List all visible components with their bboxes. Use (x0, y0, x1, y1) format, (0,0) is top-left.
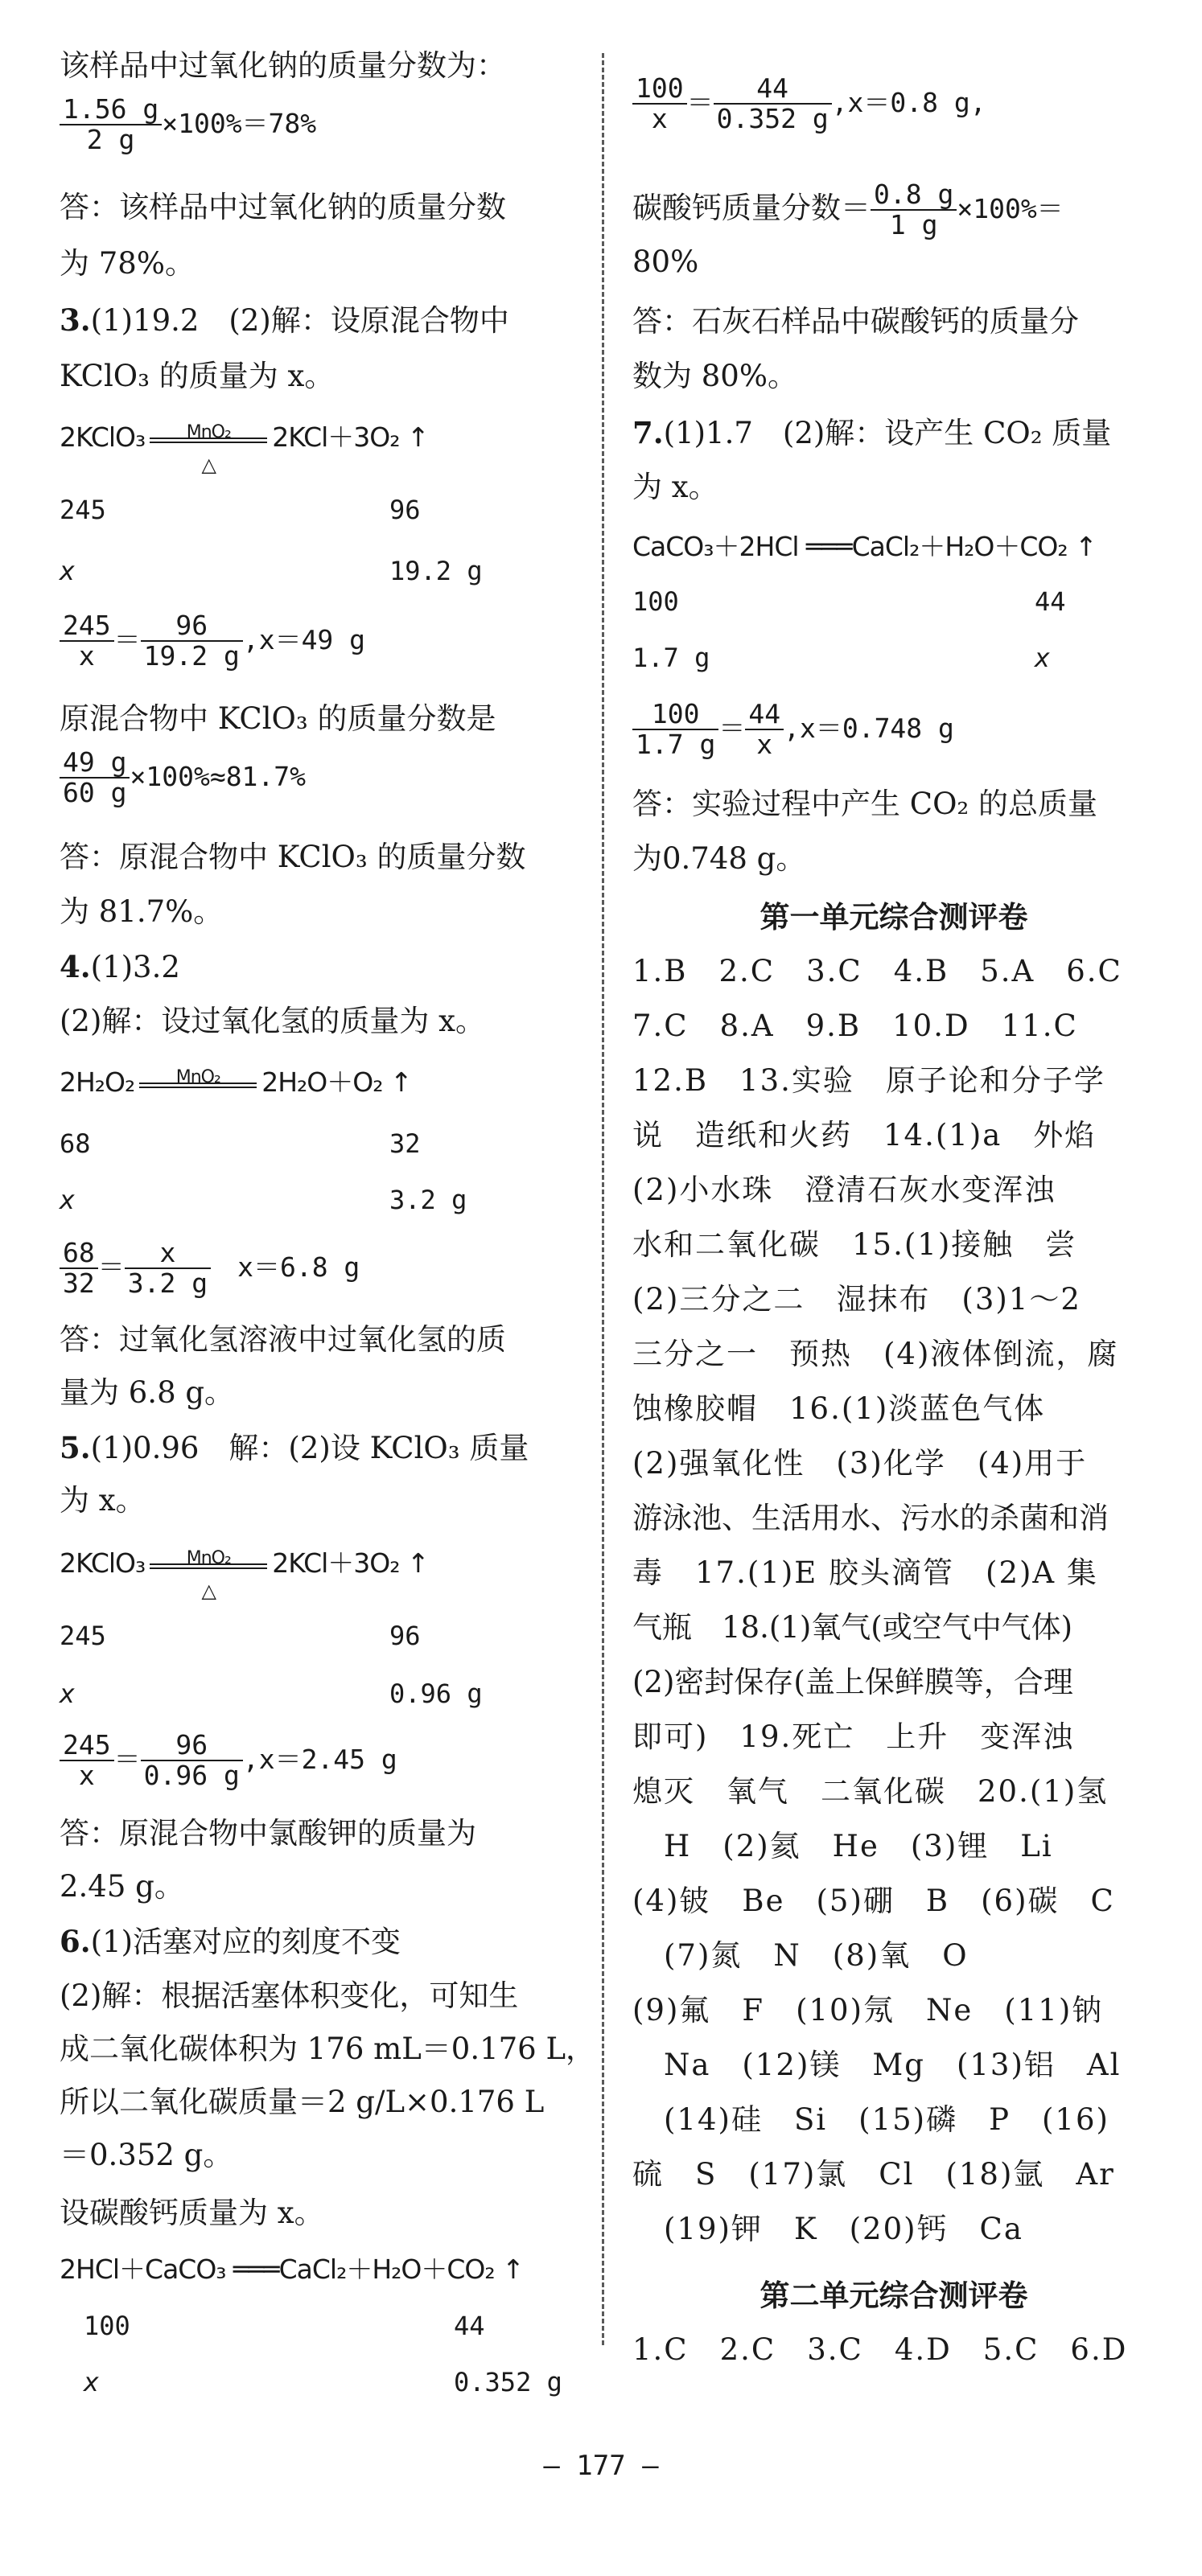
answer-line: (2)强氧化性 (3)化学 (4)用于 (632, 1446, 1088, 1481)
column-divider (602, 53, 604, 2345)
section-heading: 第二单元综合测评卷 (759, 2278, 1028, 2313)
answer-line: 蚀橡胶帽 16.(1)淡蓝色气体 (632, 1391, 1046, 1426)
fraction: $\frac{68}{32}$ (60, 1239, 98, 1299)
fraction: $\frac{100}{1.7 g}$ (632, 700, 718, 760)
text-line: 2.45 g。 (60, 1869, 184, 1904)
fraction: $\frac{1.56 g}{2 g}$ (60, 95, 162, 155)
text-line: 设碳酸钙质量为 x。 (60, 2196, 324, 2230)
reaction-arrow: MnO₂ △ (148, 1549, 269, 1581)
question-4: 4.(1)3.2 (60, 949, 180, 984)
mass-ratio-cell: 245 (60, 495, 106, 525)
formula-line: $\frac{1.56 g}{2 g}$ ×100%＝78% (60, 95, 316, 155)
answer-line: (2)密封保存(盖上保鲜膜等，合理 (632, 1665, 1073, 1699)
section-heading: 第一单元综合测评卷 (759, 899, 1028, 935)
answer-line: 熄灭 氧气 二氧化碳 20.(1)氢 (632, 1774, 1109, 1809)
text-line: (2)解：设过氧化氢的质量为 x。 (60, 1004, 486, 1038)
mass-ratio-cell: x (1035, 643, 1051, 673)
text-line: 原混合物中 KClO₃ 的质量分数是 (60, 701, 496, 736)
answer-line: 水和二氧化碳 15.(1)接触 尝 (632, 1227, 1077, 1262)
answer-line: 1.B 2.C 3.C 4.B 5.A 6.C (632, 954, 1122, 988)
page-number: — 177 — (543, 2450, 659, 2482)
text-line: 量为 6.8 g。 (60, 1375, 235, 1410)
mass-ratio-cell: x (84, 2367, 100, 2397)
answer-line: (4)铍 Be (5)硼 B (6)碳 C (632, 1884, 1115, 1918)
text-line: 答：实验过程中产生 CO₂ 的总质量 (632, 787, 1097, 821)
question-7: 7.(1)1.7 (2)解：设产生 CO₂ 质量 (632, 415, 1112, 450)
mass-ratio-cell: 0.96 g (389, 1678, 483, 1709)
answer-line: (19)钾 K (20)钙 Ca (632, 2212, 1023, 2246)
text-line: (2)解：根据活塞体积变化，可知生 (60, 1978, 519, 2013)
text-line: 为0.748 g。 (632, 841, 806, 876)
formula-line: $\frac{245}{x}$ ＝ $\frac{96}{0.96 g}$ ,x＝2.45 g (60, 1731, 397, 1791)
answer-line: Na (12)镁 Mg (13)铝 Al (632, 2048, 1122, 2082)
mass-ratio-cell: 100 (632, 586, 679, 617)
text-line: 为 78%。 (60, 246, 195, 281)
fraction: $\frac{x}{3.2 g}$ (125, 1239, 211, 1299)
fraction: $\frac{96}{19.2 g}$ (141, 611, 243, 672)
text-line: 该样品中过氧化钠的质量分数为： (60, 48, 506, 83)
fraction: $\frac{44}{0.352 g}$ (714, 74, 832, 134)
text-line: 为 81.7%。 (60, 894, 224, 929)
fraction: $\frac{245}{x}$ (60, 1731, 114, 1791)
fraction: $\frac{0.8 g}{1 g}$ (871, 180, 957, 240)
text-line: ＝0.352 g。 (60, 2138, 233, 2172)
text-line: 数为 80%。 (632, 359, 797, 393)
fraction: $\frac{100}{x}$ (632, 74, 687, 134)
formula-line: $\frac{68}{32}$ ＝ $\frac{x}{3.2 g}$ x＝6.8 g (60, 1239, 360, 1299)
mass-ratio-cell: 96 (389, 1621, 421, 1651)
answer-line: 硫 S (17)氯 Cl (18)氩 Ar (632, 2157, 1115, 2192)
reaction-arrow: MnO₂ (138, 1068, 258, 1100)
answer-line: 气瓶 18.(1)氧气(或空气中气体) (632, 1610, 1073, 1645)
text-line: 为 x。 (632, 470, 718, 504)
question-3: 3.(1)19.2 (2)解：设原混合物中 (60, 302, 509, 338)
formula-line: $\frac{100}{x}$ ＝ $\frac{44}{0.352 g}$ ,x＝0.8 g, (632, 74, 986, 134)
question-5: 5.(1)0.96 解：(2)设 KClO₃ 质量 (60, 1430, 529, 1465)
reaction-equation: 2KClO₃ MnO₂ △ 2KCl＋3O₂ ↑ (60, 1547, 429, 1602)
answer-line: 游泳池、生活用水、污水的杀菌和消 (632, 1501, 1109, 1535)
mass-ratio-cell: x (60, 556, 76, 586)
text-line: 答：过氧化氢溶液中过氧化氢的质 (60, 1322, 506, 1357)
formula-line: $\frac{49 g}{60 g}$ ×100%≈81.7% (60, 748, 306, 808)
text-line: 答：该样品中过氧化钠的质量分数 (60, 190, 506, 224)
answer-line: 7.C 8.A 9.B 10.D 11.C (632, 1009, 1078, 1043)
mass-ratio-cell: 19.2 g (389, 556, 483, 586)
fraction: $\frac{245}{x}$ (60, 611, 114, 672)
text-line: KClO₃ 的质量为 x。 (60, 359, 335, 393)
mass-ratio-cell: 32 (389, 1128, 421, 1159)
text-line: 为 x。 (60, 1483, 146, 1518)
formula-line: $\frac{100}{1.7 g}$ ＝ $\frac{44}{x}$ ,x＝0.748 g (632, 700, 954, 760)
fraction: $\frac{49 g}{60 g}$ (60, 748, 130, 808)
mass-ratio-cell: x (60, 1678, 76, 1709)
text-line: 所以二氧化碳质量＝2 g/L×0.176 L (60, 2085, 545, 2119)
mass-ratio-cell: 68 (60, 1128, 91, 1159)
text-line: 答：原混合物中 KClO₃ 的质量分数 (60, 840, 526, 874)
answer-line: (2)小水珠 澄清石灰水变浑浊 (632, 1173, 1056, 1207)
answer-line: (2)三分之二 湿抹布 (3)1～2 (632, 1282, 1081, 1317)
reaction-equation: 2HCl＋CaCO₃ ═══CaCl₂＋H₂O＋CO₂ ↑ (60, 2253, 524, 2285)
answer-line: 毒 17.(1)E 胶头滴管 (2)A 集 (632, 1555, 1098, 1590)
mass-ratio-cell: 44 (454, 2311, 485, 2341)
mass-ratio-cell: 1.7 g (632, 643, 710, 673)
mass-ratio-cell: 245 (60, 1621, 106, 1651)
answer-line: (14)硅 Si (15)磷 P (16) (632, 2102, 1109, 2137)
reaction-equation: CaCO₃＋2HCl ═══CaCl₂＋H₂O＋CO₂ ↑ (632, 531, 1097, 562)
answer-line: 三分之一 预热 (4)液体倒流，腐 (632, 1337, 1119, 1371)
answer-line: H (2)氦 He (3)锂 Li (632, 1829, 1053, 1863)
answer-line: 即可) 19.死亡 上升 变浑浊 (632, 1719, 1075, 1754)
fraction: $\frac{96}{0.96 g}$ (141, 1731, 243, 1791)
reaction-equation: 2KClO₃ MnO₂ △ 2KCl＋3O₂ ↑ (60, 421, 429, 476)
formula-line: $\frac{245}{x}$ ＝ $\frac{96}{19.2 g}$ ,x＝49 g (60, 611, 365, 672)
answer-line: 12.B 13.实验 原子论和分子学 (632, 1063, 1105, 1098)
text-line: 成二氧化碳体积为 176 mL＝0.176 L， (60, 2032, 596, 2066)
text-line: 答：石灰石样品中碳酸钙的质量分 (632, 304, 1079, 339)
answer-line: 1.C 2.C 3.C 4.D 5.C 6.D (632, 2332, 1128, 2367)
text-line: 80% (632, 244, 699, 279)
mass-ratio-cell: x (60, 1185, 76, 1215)
reaction-equation: 2H₂O₂ MnO₂ 2H₂O＋O₂ ↑ (60, 1065, 412, 1100)
answer-line: (9)氟 F (10)氖 Ne (11)钠 (632, 1993, 1104, 2028)
answer-line: (7)氮 N (8)氧 O (632, 1938, 969, 1973)
reaction-arrow: MnO₂ △ (148, 423, 269, 455)
formula-line: 碳酸钙质量分数＝ $\frac{0.8 g}{1 g}$ ×100%＝ (632, 179, 1064, 241)
text-line: 答：原混合物中氯酸钾的质量为 (60, 1816, 476, 1851)
mass-ratio-cell: 96 (389, 495, 421, 525)
answer-line: 说 造纸和火药 14.(1)a 外焰 (632, 1118, 1097, 1152)
mass-ratio-cell: 0.352 g (454, 2367, 562, 2397)
mass-ratio-cell: 100 (84, 2311, 130, 2341)
mass-ratio-cell: 3.2 g (389, 1185, 467, 1215)
question-6: 6.(1)活塞对应的刻度不变 (60, 1924, 401, 1959)
mass-ratio-cell: 44 (1035, 586, 1066, 617)
fraction: $\frac{44}{x}$ (745, 700, 784, 760)
